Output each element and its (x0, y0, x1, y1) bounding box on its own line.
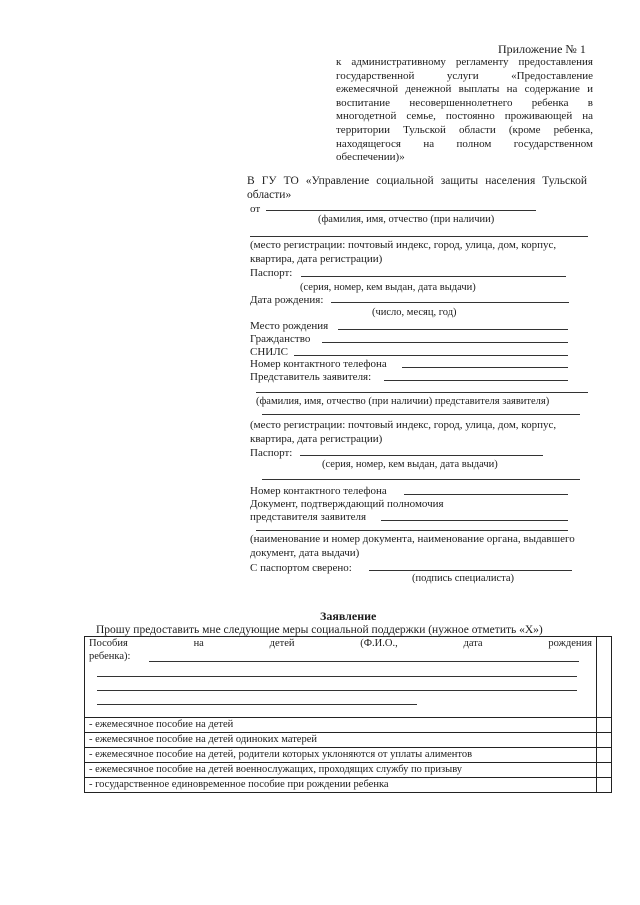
hint-rep-fio: (фамилия, имя, отчество (при наличии) представителя заявителя) (256, 396, 550, 407)
benefit-label: - ежемесячное пособие на детей одиноких матерей (85, 733, 597, 748)
birthplace-line[interactable] (338, 329, 568, 330)
addressee-header: В ГУ ТО «Управление социальной защиты населения Тульской области» (247, 175, 587, 201)
children-cont: ребенка): (89, 651, 131, 662)
children-word: Пособия (89, 638, 128, 649)
children-word: (Ф.И.О., (360, 638, 398, 649)
hint-fio: (фамилия, имя, отчество (при наличии) (318, 214, 495, 225)
benefit-mark-box[interactable] (597, 718, 612, 733)
benefit-row (85, 718, 612, 733)
hint-doc: (наименование и номер документа, наименование органа, выдавшего документ, дата выдачи) (250, 533, 575, 559)
benefit-row (85, 778, 612, 793)
children-word: детей (269, 638, 295, 649)
passport-label: Паспорт: (250, 267, 293, 279)
benefit-label: - государственное единовременное пособие при рождении ребенка (85, 778, 597, 793)
hint-date: (число, месяц, год) (372, 307, 457, 318)
hint-rep-registration: (место регистрации: почтовый индекс, город, улица, дом, корпус, квартира, дата регистрации) (250, 419, 557, 445)
benefit-label: - ежемесячное пособие на детей (85, 718, 597, 733)
rep-passport-label: Паспорт: (250, 447, 293, 459)
birthplace-label: Место рождения (250, 320, 329, 332)
from-name-line[interactable] (266, 210, 536, 211)
children-mark-box[interactable] (597, 637, 612, 718)
children-word: дата (463, 638, 483, 649)
children-heading (89, 637, 592, 650)
hint-passport: (серия, номер, кем выдан, дата выдачи) (300, 282, 476, 293)
representative-label: Представитель заявителя: (250, 371, 372, 383)
benefit-mark-box[interactable] (597, 733, 612, 748)
rep-passport-line-2[interactable] (262, 479, 580, 480)
snils-label: СНИЛС (250, 346, 289, 358)
citizenship-label: Гражданство (250, 333, 311, 345)
statement-title: Заявление (320, 609, 377, 623)
phone-label: Номер контактного телефона (250, 358, 387, 370)
children-row (85, 637, 612, 718)
support-measures-table (84, 636, 612, 793)
hint-registration: (место регистрации: почтовый индекс, город, улица, дом, корпус, квартира, дата регистрации) (250, 239, 557, 265)
benefit-row (85, 748, 612, 763)
children-word: рождения (548, 638, 592, 649)
benefit-label: - ежемесячное пособие на детей военнослужащих, проходящих службу по призыву (85, 763, 597, 778)
hint-signature: (подпись специалиста) (412, 573, 515, 584)
signature-line[interactable] (369, 570, 572, 571)
benefit-row (85, 733, 612, 748)
from-label: от (250, 203, 261, 215)
benefit-mark-box[interactable] (597, 778, 612, 793)
phone-line[interactable] (402, 367, 568, 368)
doc-line-2[interactable] (256, 530, 568, 531)
doc-line[interactable] (381, 520, 568, 521)
children-fill-line[interactable] (97, 704, 417, 705)
rep-phone-line[interactable] (404, 494, 568, 495)
verified-label: С паспортом сверено: (250, 562, 352, 574)
statement-request: Прошу предоставить мне следующие меры социальной поддержки (нужное отметить «Х») (96, 624, 543, 636)
birthdate-line[interactable] (331, 302, 569, 303)
representative-line-2[interactable] (256, 392, 588, 393)
rep-phone-label: Номер контактного телефона (250, 485, 387, 497)
appendix-text: к административному регламенту предоставления государственной услуги «Предоставление ежемесячной денежной выплаты на содержание и воспитание несовершеннолетнего ребенка в многодетной семье, постоянно проживающей на территории Тульской области (кроме ребенка, находящегося на полном государственном обеспечении)» (336, 56, 593, 164)
appendix-title: Приложение № 1 (498, 42, 586, 56)
children-word: на (193, 638, 204, 649)
doc-label-1: Документ, подтверждающий полномочия (250, 498, 444, 510)
rep-passport-line[interactable] (300, 455, 543, 456)
hint-rep-passport: (серия, номер, кем выдан, дата выдачи) (322, 459, 498, 470)
birthdate-label: Дата рождения: (250, 294, 324, 306)
children-cell (85, 637, 597, 718)
children-fill-line[interactable] (97, 676, 577, 677)
doc-label-2: представителя заявителя (250, 511, 367, 523)
children-fill-line[interactable] (149, 661, 579, 662)
benefit-label: - ежемесячное пособие на детей, родители которых уклоняются от уплаты алиментов (85, 748, 597, 763)
snils-line[interactable] (294, 355, 568, 356)
representative-line[interactable] (384, 380, 568, 381)
benefit-mark-box[interactable] (597, 763, 612, 778)
benefit-row (85, 763, 612, 778)
children-fill-line[interactable] (97, 690, 577, 691)
citizenship-line[interactable] (322, 342, 568, 343)
registration-line[interactable] (250, 236, 588, 237)
passport-line[interactable] (301, 276, 566, 277)
rep-registration-line[interactable] (262, 414, 580, 415)
benefit-mark-box[interactable] (597, 748, 612, 763)
